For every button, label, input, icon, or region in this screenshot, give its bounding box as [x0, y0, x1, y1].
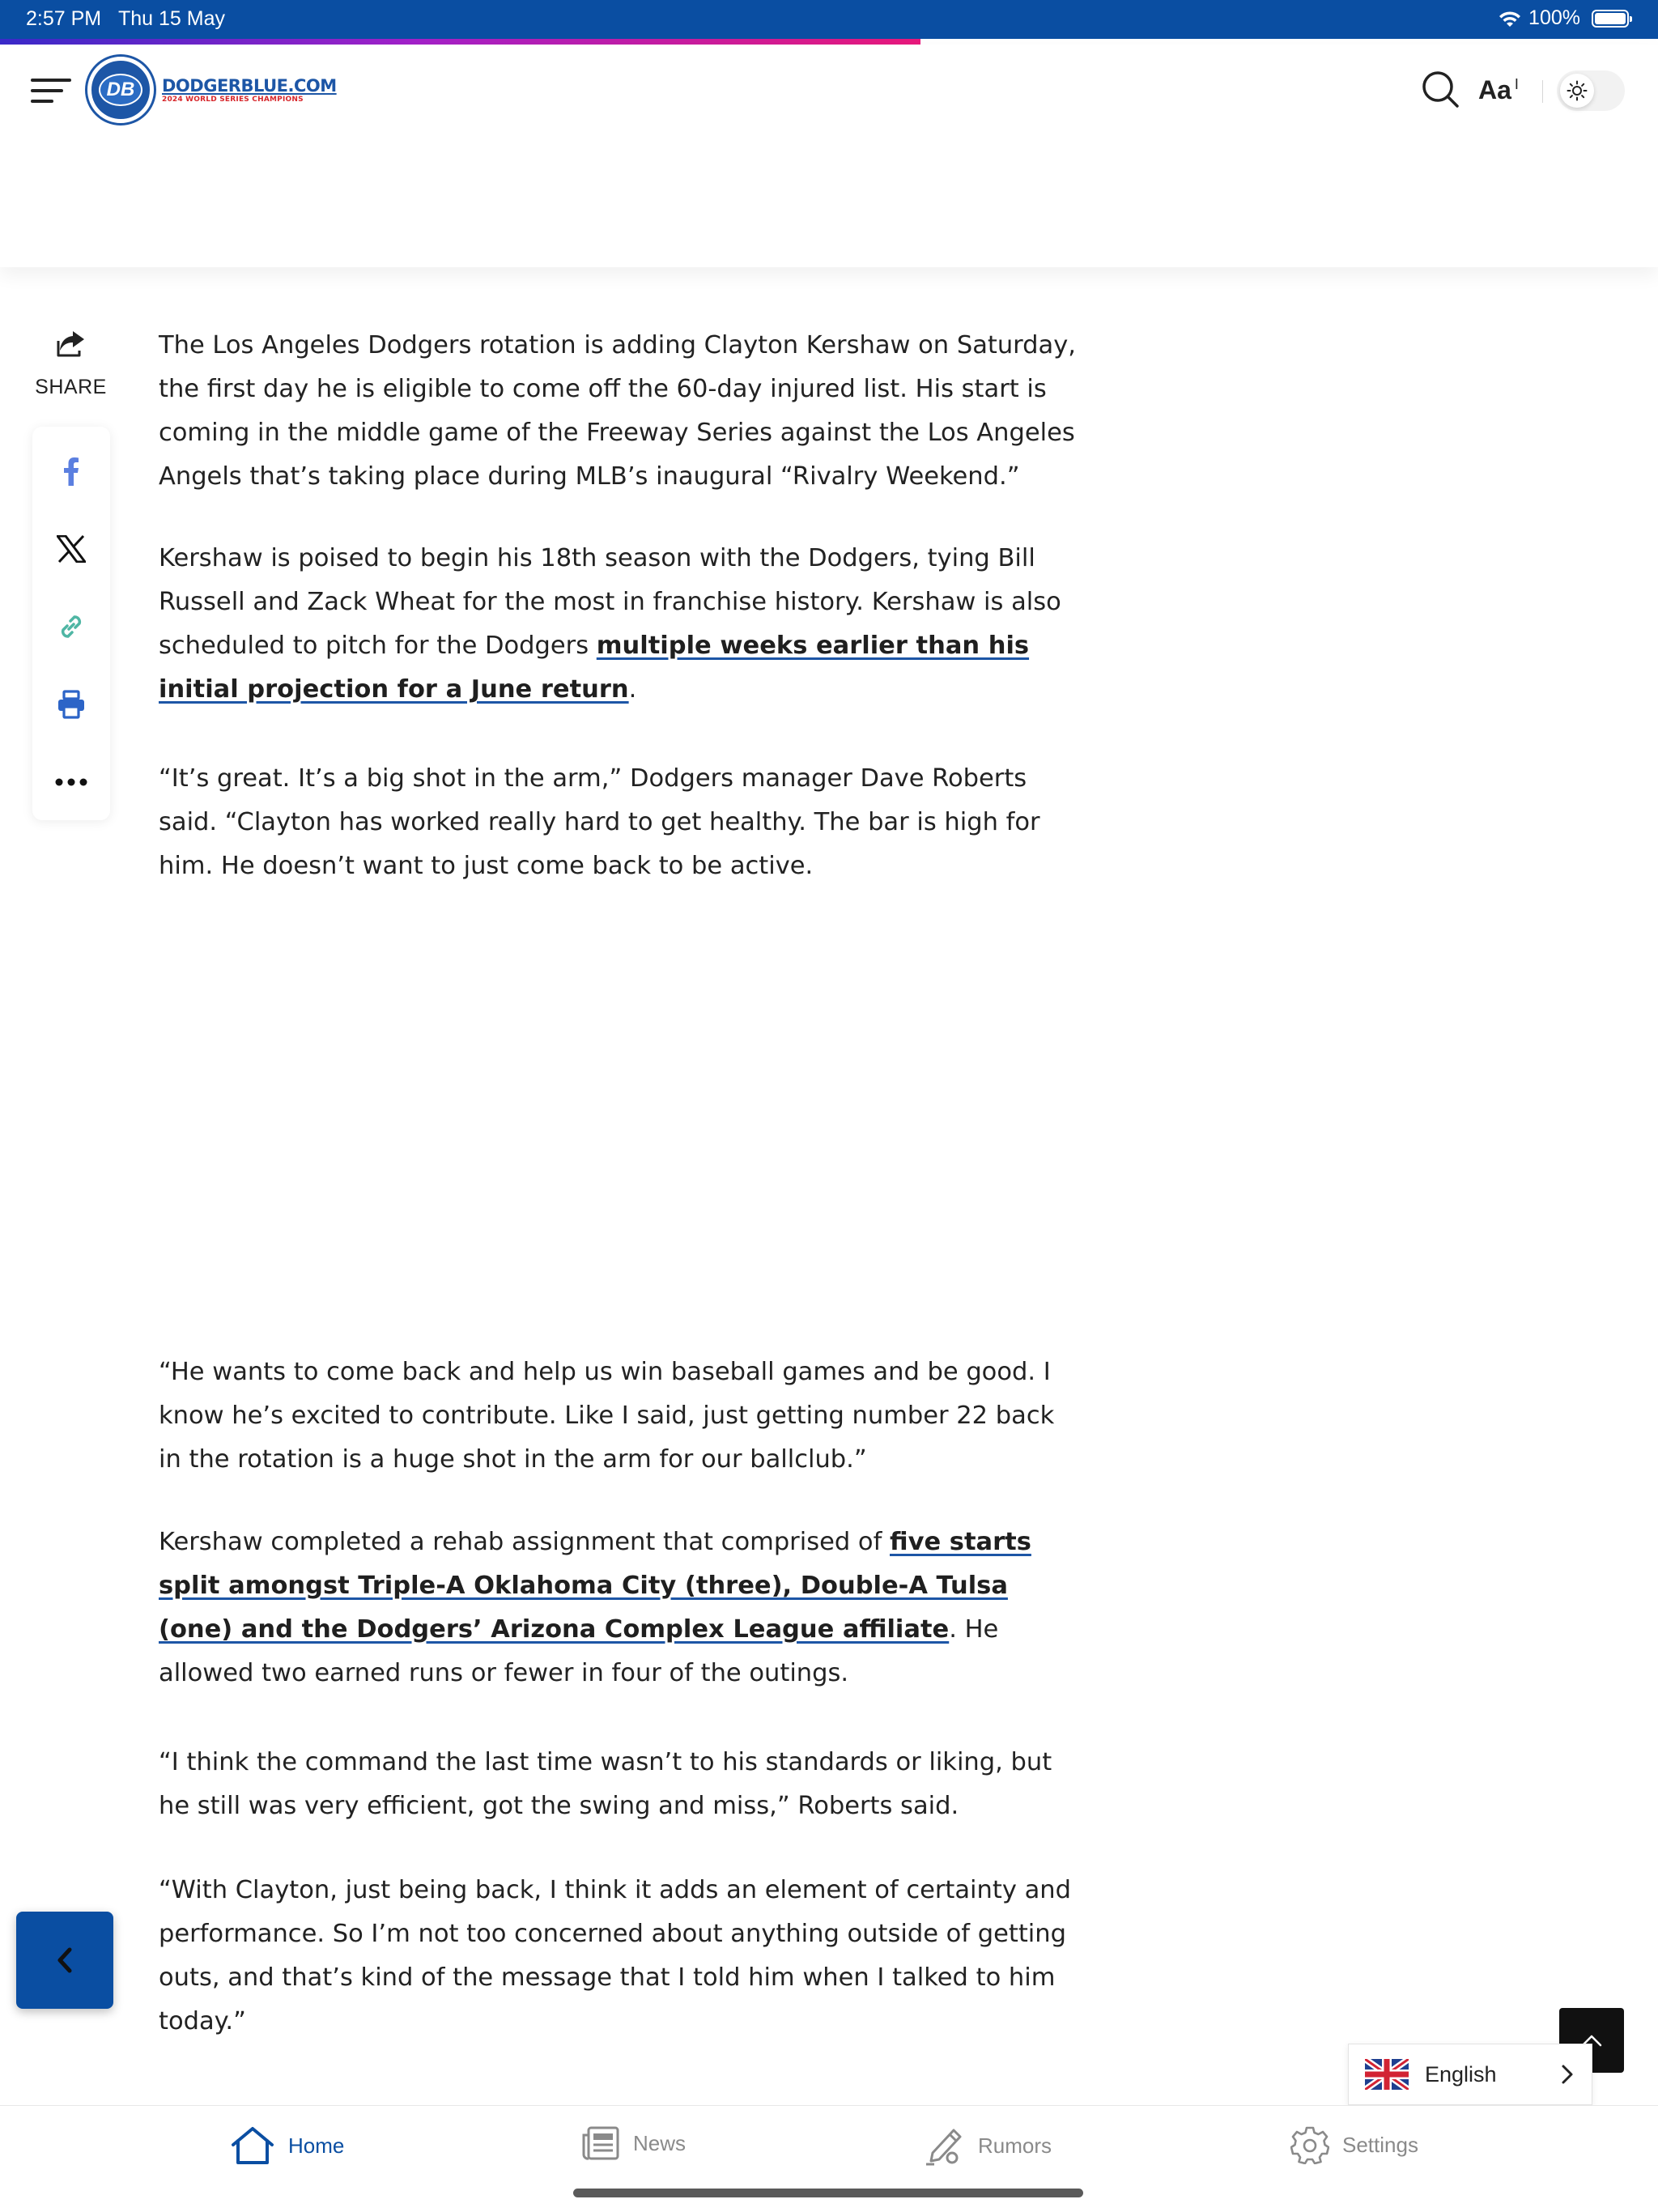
uk-flag-icon	[1365, 2059, 1409, 2090]
nav-label: Home	[288, 2133, 345, 2158]
chevron-right-icon	[1561, 2064, 1574, 2085]
share-facebook-button[interactable]	[32, 447, 110, 496]
home-indicator	[573, 2189, 1083, 2197]
nav-home[interactable]	[230, 2125, 344, 2166]
article-paragraph	[159, 1521, 1082, 1695]
menu-icon-line	[31, 89, 63, 92]
logo-badge	[87, 57, 154, 123]
home-icon	[230, 2125, 275, 2166]
battery-icon	[1592, 10, 1629, 28]
status-date: Thu 15 May	[118, 7, 226, 30]
chevron-left-icon	[56, 1946, 74, 1974]
reading-progress-fill	[0, 39, 920, 45]
search-icon[interactable]	[1420, 69, 1462, 111]
rehab-assignment-link[interactable]: five starts split amongst Triple-A Oklahoma City (three), Double-A Tulsa (one) and the Dodgers’ Arizona Complex League affiliate	[159, 1528, 1031, 1644]
article-paragraph	[159, 537, 1082, 712]
article-paragraph: “I think the command the last time wasn’t to his standards or liking, but he still was very efficient, got the swing and miss,” Roberts said.	[159, 1748, 1052, 1820]
nav-news[interactable]	[581, 2125, 686, 2161]
gear-icon	[1290, 2125, 1329, 2164]
share-buttons-card	[32, 427, 110, 820]
status-right	[1498, 6, 1629, 30]
logo-text	[162, 76, 337, 104]
article-paragraph: “With Clayton, just being back, I think it adds an element of certainty and performance. So I’m not too concerned about anything outside of getting outs, and that’s kind of the message that I told him when I talked to him today.”	[159, 1876, 1071, 2035]
nav-rumors[interactable]	[925, 2125, 1052, 2166]
sun-icon	[1560, 74, 1594, 108]
share-icon	[55, 328, 87, 359]
site-header	[0, 45, 1658, 267]
font-size-button[interactable]	[1478, 75, 1519, 105]
nav-label: News	[633, 2130, 687, 2155]
menu-button[interactable]	[31, 75, 71, 108]
site-name: DODGERBLUE.COM	[162, 76, 337, 96]
site-logo[interactable]	[87, 57, 337, 123]
more-icon	[55, 778, 87, 786]
font-size-label: Aa	[1478, 75, 1511, 104]
paragraph-text: Kershaw completed a rehab assignment that comprised of	[159, 1528, 890, 1556]
wifi-icon	[1498, 9, 1522, 28]
nav-label: Rumors	[978, 2133, 1052, 2158]
article-paragraph: The Los Angeles Dodgers rotation is adding Clayton Kershaw on Saturday, the first day he is eligible to come off the 60-day injured list. His start is coming in the middle game of the Freeway Series against the Los Angeles Angels that’s taking place during MLB’s inaugural “Rivalry Weekend.”	[159, 331, 1076, 491]
link-icon	[56, 611, 87, 642]
more-share-options-button[interactable]	[32, 758, 110, 806]
paragraph-text: .	[628, 675, 637, 704]
share-header	[24, 328, 117, 399]
x-icon	[57, 535, 86, 563]
dark-mode-toggle[interactable]	[1557, 70, 1625, 111]
facebook-icon	[63, 457, 79, 486]
menu-icon-line	[31, 100, 53, 103]
projection-link[interactable]: multiple weeks earlier than his initial projection for a June return	[159, 632, 1030, 704]
battery-percent: 100%	[1528, 6, 1580, 29]
copy-link-button[interactable]	[32, 602, 110, 651]
share-x-button[interactable]	[32, 525, 110, 573]
text-cursor-icon: I	[1514, 76, 1519, 92]
menu-icon-line	[31, 79, 71, 82]
back-button[interactable]	[16, 1912, 113, 2009]
logo-initials: DB	[99, 74, 142, 106]
news-icon	[581, 2125, 620, 2161]
print-icon	[57, 690, 86, 719]
pencil-icon	[925, 2125, 965, 2166]
paragraph-text: . He allowed two earned runs or fewer in four of the outings.	[159, 1615, 999, 1687]
print-button[interactable]	[32, 680, 110, 729]
status-bar	[0, 0, 1658, 39]
reading-progress-bar	[0, 39, 1658, 45]
site-tagline: 2024 WORLD SERIES CHAMPIONS	[162, 96, 304, 104]
nav-settings[interactable]	[1290, 2125, 1418, 2164]
nav-label: Settings	[1342, 2132, 1418, 2157]
language-selector[interactable]	[1348, 2044, 1592, 2105]
status-time: 2:57 PM	[26, 7, 102, 30]
article-paragraph: “He wants to come back and help us win baseball games and be good. I know he’s excited to contribute. Like I said, just getting number 22 back in the rotation is a huge shot in the arm for our ballclub.”	[159, 1358, 1055, 1474]
header-divider	[1542, 80, 1543, 103]
share-label: SHARE	[35, 376, 107, 398]
language-label: English	[1425, 2061, 1497, 2087]
article-paragraph: “It’s great. It’s a big shot in the arm,” Dodgers manager Dave Roberts said. “Clayton has worked really hard to get healthy. The bar is high for him. He doesn’t want to just come back to be active.	[159, 764, 1040, 880]
paragraph-text: Kershaw is poised to begin his 18th season with the Dodgers, tying Bill Russell and Zack Wheat for the most in franchise history. Kershaw is also scheduled to pitch for the Dodgers	[159, 544, 1061, 660]
